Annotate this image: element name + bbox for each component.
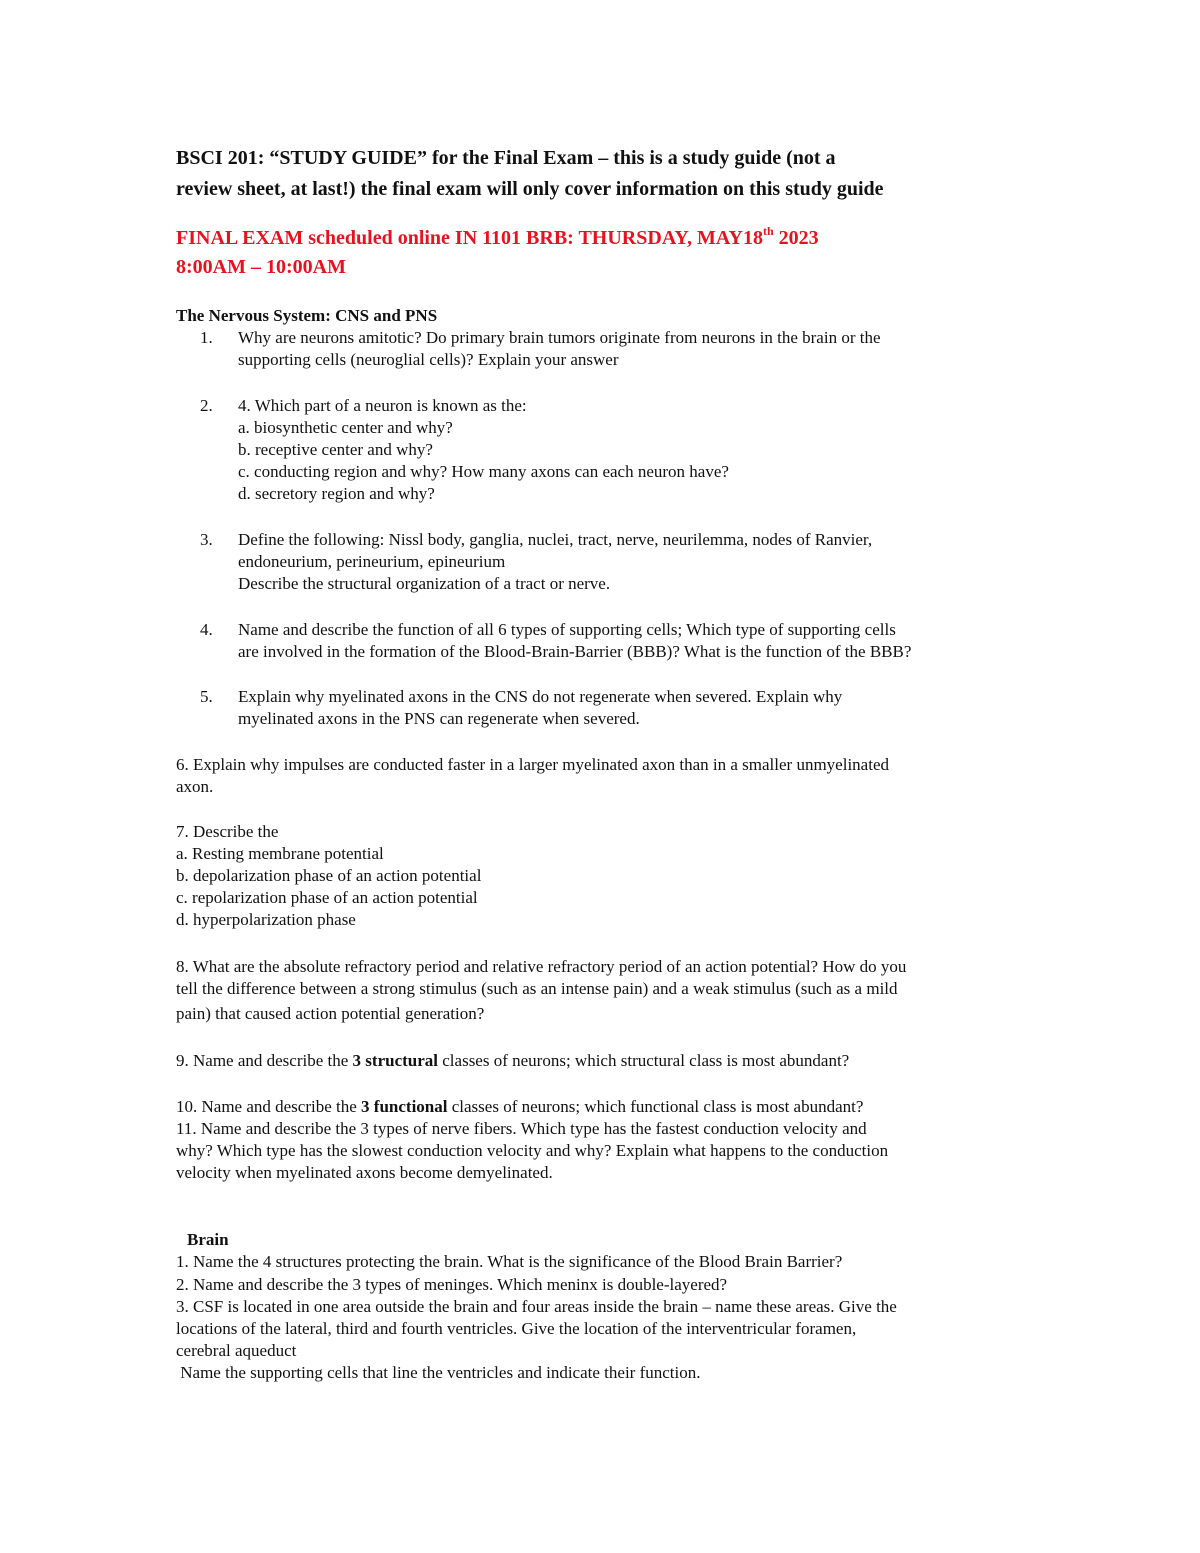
question-line: why? Which type has the slowest conduction velocity and why? Explain what happens to the conduction [176, 1141, 889, 1160]
question-line: c. repolarization phase of an action potential [176, 888, 478, 907]
question-line: a. Resting membrane potential [176, 844, 384, 863]
question-line: 11. Name and describe the 3 types of nerve fibers. Which type has the fastest conduction velocity and [176, 1119, 867, 1138]
question-line: 3. CSF is located in one area outside the brain and four areas inside the brain – name these areas. Give the [176, 1297, 897, 1316]
question-line: Name and describe the function of all 6 types of supporting cells; Which type of supporting cells [238, 620, 896, 639]
question-line: a. biosynthetic center and why? [238, 418, 453, 437]
question-number: 2. [200, 396, 213, 415]
question-line: locations of the lateral, third and fourth ventricles. Give the location of the interventricular foramen, [176, 1319, 857, 1338]
exam-date-line [176, 224, 1056, 253]
nervous-question-11 [176, 1118, 1036, 1184]
question-line: supporting cells (neuroglial cells)? Explain your answer [238, 350, 619, 369]
question-line: d. secretory region and why? [238, 484, 435, 503]
question-line: d. hyperpolarization phase [176, 910, 356, 929]
question-line: velocity when myelinated axons become demyelinated. [176, 1163, 553, 1182]
title-line-2: review sheet, at last!) the final exam will only cover information on this study guide [176, 178, 884, 200]
nervous-question-1 [238, 327, 1038, 371]
question-number: 4. [200, 620, 213, 639]
question-line: b. receptive center and why? [238, 440, 433, 459]
question-line: cerebral aqueduct [176, 1341, 297, 1360]
nervous-question-2 [238, 395, 1038, 505]
question-number: 1. [200, 328, 213, 347]
question-line: Explain why myelinated axons in the CNS do not regenerate when severed. Explain why [238, 687, 843, 706]
question-line: Describe the structural organization of a tract or nerve. [238, 574, 611, 593]
nervous-question-7 [176, 821, 1036, 931]
question-line: myelinated axons in the PNS can regenerate when severed. [238, 709, 640, 728]
question-line: tell the difference between a strong stimulus (such as an intense pain) and a weak stimulus (such as a mild [176, 979, 898, 998]
document-title [176, 143, 1056, 205]
question-line: Name the supporting cells that line the ventricles and indicate their function. [176, 1363, 701, 1382]
question-line: Define the following: Nissl body, ganglia, nuclei, tract, nerve, neurilemma, nodes of Ranvier, [238, 530, 873, 549]
question-text: classes of neurons; which structural class is most abundant? [438, 1051, 850, 1070]
exam-time-line: 8:00AM – 10:00AM [176, 256, 346, 278]
title-line-1: BSCI 201: “STUDY GUIDE” for the Final Exam – this is a study guide (not a [176, 147, 836, 169]
question-line: 4. Which part of a neuron is known as the: [238, 396, 527, 415]
nervous-question-4 [238, 619, 1038, 663]
question-line: Why are neurons amitotic? Do primary brain tumors originate from neurons in the brain or the [238, 328, 881, 347]
section-heading-nervous-system: The Nervous System: CNS and PNS [176, 306, 438, 325]
question-number: 3. [200, 530, 213, 549]
nervous-question-9 [176, 1050, 1036, 1072]
nervous-question-6 [176, 754, 1036, 798]
question-text: 10. Name and describe the [176, 1097, 362, 1116]
question-text: classes of neurons; which functional class is most abundant? [447, 1097, 864, 1116]
question-number: 5. [200, 687, 213, 706]
brain-question-1: 1. Name the 4 structures protecting the brain. What is the significance of the Blood Brain Barrier? [176, 1252, 843, 1271]
question-line: endoneurium, perineurium, epineurium [238, 552, 506, 571]
nervous-question-10 [176, 1096, 1036, 1118]
question-line: 8. What are the absolute refractory period and relative refractory period of an action potential? How do you [176, 957, 907, 976]
exam-year: 2023 [773, 227, 819, 249]
brain-question-3 [176, 1296, 1036, 1384]
nervous-question-3 [238, 529, 1038, 595]
question-line: b. depolarization phase of an action potential [176, 866, 482, 885]
exam-schedule [176, 224, 1056, 282]
question-text: 9. Name and describe the [176, 1051, 353, 1070]
question-emphasis: 3 functional [361, 1097, 448, 1116]
nervous-question-8 [176, 956, 1036, 1025]
question-line: axon. [176, 777, 214, 796]
brain-question-2: 2. Name and describe the 3 types of meninges. Which meninx is double-layered? [176, 1275, 728, 1294]
question-line: c. conducting region and why? How many axons can each neuron have? [238, 462, 729, 481]
section-heading-brain: Brain [187, 1230, 229, 1249]
question-emphasis: 3 structural [352, 1051, 439, 1070]
question-line: 7. Describe the [176, 822, 279, 841]
nervous-question-5 [238, 686, 1038, 730]
question-line: 6. Explain why impulses are conducted faster in a larger myelinated axon than in a smaller unmyelinated [176, 755, 889, 774]
question-line: pain) that caused action potential generation? [176, 1004, 485, 1023]
exam-date-text: FINAL EXAM scheduled online IN 1101 BRB: THURSDAY, MAY18 [176, 227, 763, 249]
question-line: are involved in the formation of the Blood-Brain-Barrier (BBB)? What is the function of the BBB? [238, 642, 912, 661]
exam-date-superscript: th [762, 224, 774, 238]
